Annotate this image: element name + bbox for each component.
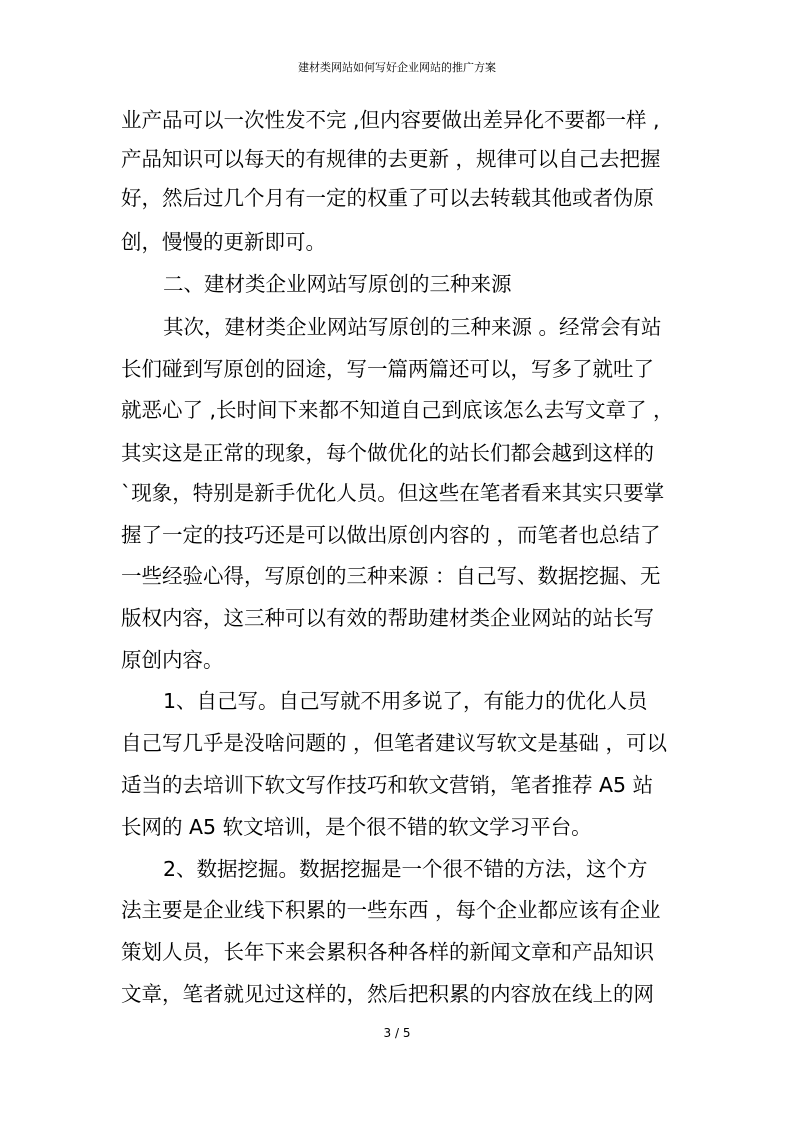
body-line: 业产品可以一次性发不完 ,但内容要做出差异化不要都一样 , [121, 108, 660, 132]
body-line: 其次，建材类企业网站写原创的三种来源 。经常会有站 [163, 315, 662, 339]
body-line: 2、数据挖掘。数据挖掘是一个很不错的方法，这个方 [163, 857, 648, 881]
body-line: 法主要是企业线下积累的一些东西 ，每个企业都应该有企业 [121, 898, 661, 922]
page-header: 建材类网站如何写好企业网站的推广方案 [298, 61, 496, 74]
body-line: 握了一定的技巧还是可以做出原创内容的 ，而笔者也总结了 [121, 523, 661, 547]
body-line: 产品知识可以每天的有规律的去更新 ，规律可以自己去把握 [121, 147, 661, 171]
body-line: 长们碰到写原创的囧途，写一篇两篇还可以，写多了就吐了 [121, 357, 654, 381]
body-line: 好，然后过几个月有一定的权重了可以去转载其他或者伪原 [121, 186, 654, 210]
section-heading: 二、建材类企业网站写原创的三种来源 [163, 272, 512, 296]
body-line: 自己写几乎是没啥问题的 ，但笔者建议写软文是基础 ，可以 [121, 731, 668, 755]
body-line: 原创内容。 [121, 648, 224, 672]
body-line: 长网的 A5 软文培训，是个很不错的软文学习平台。 [121, 815, 592, 839]
body-line: 适当的去培训下软文写作技巧和软文营销，笔者推荐 A5 站 [121, 773, 654, 797]
body-line: 就恶心了 ,长时间下来都不知道自己到底该怎么去写文章了 ， [121, 398, 674, 422]
body-line: 创，慢慢的更新即可。 [121, 230, 326, 254]
body-line: 1、自己写。自己写就不用多说了，有能力的优化人员 [163, 689, 648, 713]
page-number: 3 / 5 [383, 1026, 411, 1040]
body-line: 策划人员，长年下来会累积各种各样的新闻文章和产品知识 [121, 940, 654, 964]
body-line: 版权内容，这三种可以有效的帮助建材类企业网站的站长写 [121, 606, 654, 630]
body-line: `现象，特别是新手优化人员。但这些在笔者看来其实只要掌 [121, 481, 665, 505]
body-line: 其实这是正常的现象，每个做优化的站长们都会越到这样的 [121, 441, 654, 465]
body-line: 一些经验心得，写原创的三种来源 ：自己写、数据挖掘、无 [121, 564, 661, 588]
body-line: 文章，笔者就见过这样的，然后把积累的内容放在线上的网 [121, 982, 654, 1006]
